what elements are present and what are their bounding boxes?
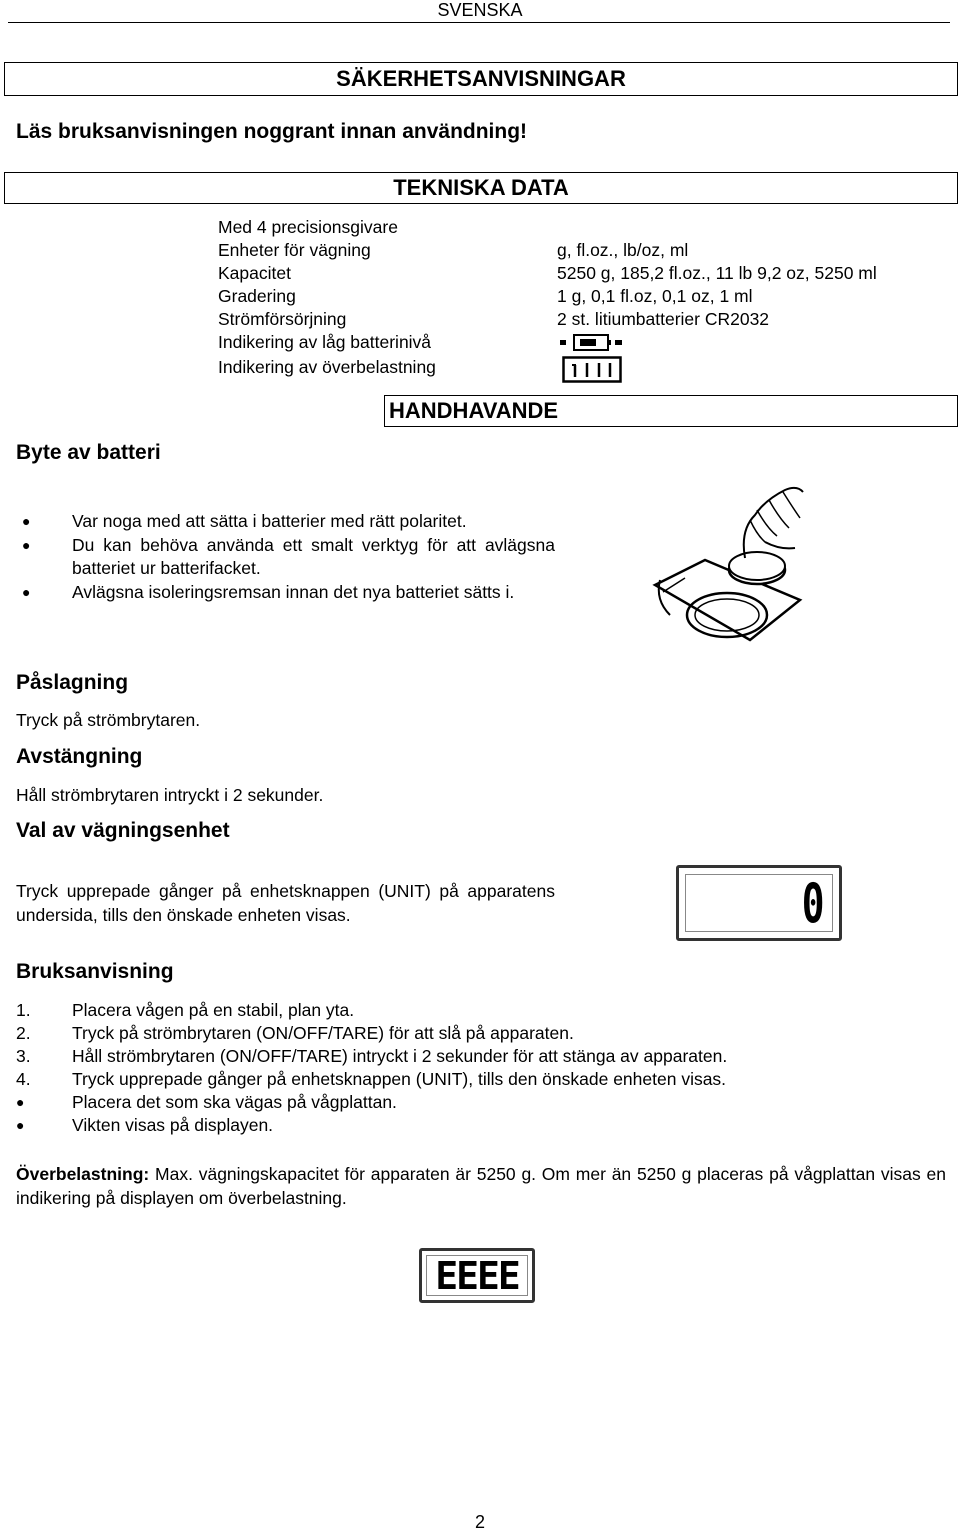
spec-value: 5250 g, 185,2 fl.oz., 11 lb 9,2 oz, 5250 ml xyxy=(557,263,877,283)
list-item: 3. Håll strömbrytaren (ON/OFF/TARE) intryckt i 2 sekunder för att stänga av apparaten. xyxy=(16,1046,728,1066)
bullet-icon: ● xyxy=(16,1117,25,1133)
lcd-overload-text: EEEE xyxy=(435,1254,519,1298)
handling-title-box xyxy=(384,395,958,427)
list-item: ● Du kan behöva använda ett smalt verktyg för att avlägsna batteriet ur batterifacket. xyxy=(22,534,555,581)
usage-steps xyxy=(16,999,946,1137)
spec-label: Indikering av låg batterinivå xyxy=(218,332,432,352)
page-number: 2 xyxy=(474,1512,485,1532)
battery-replacement-illustration xyxy=(645,480,805,655)
unit-text: Tryck upprepade gånger på enhetsknappen (UNIT) på apparatens undersida, tills den önskade enheten visas. xyxy=(16,881,555,925)
battery-bullet-list xyxy=(22,510,555,604)
list-item: ● Avlägsna isoleringsremsan innan det nya batteriet sätts i. xyxy=(22,581,555,605)
battery-heading: Byte av batteri xyxy=(16,441,161,464)
list-item: 1. Placera vågen på en stabil, plan yta. xyxy=(16,1000,355,1020)
spec-label: Enheter för vägning xyxy=(218,240,371,260)
spec-value: 1 g, 0,1 fl.oz, 0,1 oz, 1 ml xyxy=(557,286,753,306)
tech-title-box xyxy=(4,172,958,204)
power-on-text: Tryck på strömbrytaren. xyxy=(16,710,201,730)
spec-value: 2 st. litiumbatterier CR2032 xyxy=(557,309,770,329)
safety-title: SÄKERHETSANVISNINGAR xyxy=(336,66,626,91)
list-item: ● Placera det som ska vägas på vågplattan. xyxy=(16,1092,397,1112)
overload-paragraph xyxy=(16,1163,946,1210)
spec-value: g, fl.oz., lb/oz, ml xyxy=(557,240,689,260)
usage-heading: Bruksanvisning xyxy=(16,960,174,983)
unit-heading: Val av vägningsenhet xyxy=(16,819,230,842)
spec-label: Strömförsörjning xyxy=(218,309,347,329)
spec-label: Indikering av överbelastning xyxy=(218,357,436,377)
power-on-heading: Påslagning xyxy=(16,671,129,694)
tech-title: TEKNISKA DATA xyxy=(393,175,569,200)
spec-label: Med 4 precisionsgivare xyxy=(218,217,398,237)
overload-display-icon xyxy=(562,356,622,383)
bullet-icon: ● xyxy=(22,583,31,600)
list-item: 2. Tryck på strömbrytaren (ON/OFF/TARE) för att slå på apparaten. xyxy=(16,1023,574,1043)
language-header: SVENSKA xyxy=(437,0,523,20)
overload-lcd-display xyxy=(419,1248,535,1303)
power-off-text: Håll strömbrytaren intryckt i 2 sekunder. xyxy=(16,785,324,805)
list-item: ● Var noga med att sätta i batterier med rätt polaritet. xyxy=(22,510,555,534)
overload-label: Överbelastning: xyxy=(16,1164,150,1184)
safety-intro: Läs bruksanvisningen noggrant innan användning! xyxy=(16,120,528,143)
header-rule xyxy=(8,22,950,23)
power-off-heading: Avstängning xyxy=(16,745,143,768)
list-item: 4. Tryck upprepade gånger på enhetsknappen (UNIT), tills den önskade enheten visas. xyxy=(16,1069,727,1089)
handling-title: HANDHAVANDE xyxy=(389,398,559,423)
bullet-icon: ● xyxy=(22,536,31,553)
list-item: ● Vikten visas på displayen. xyxy=(16,1115,274,1135)
overload-text: Max. vägningskapacitet för apparaten är 5250 g. Om mer än 5250 g placeras på vågplattan visas en indikering på displayen om överbelastning. xyxy=(16,1164,946,1208)
bullet-icon: ● xyxy=(22,513,31,529)
unit-lcd-display xyxy=(676,865,842,941)
spec-label: Gradering xyxy=(218,286,296,306)
safety-title-box xyxy=(4,62,958,96)
spec-label: Kapacitet xyxy=(218,263,291,283)
lcd-digit: 0 xyxy=(802,872,825,935)
bullet-icon: ● xyxy=(16,1094,25,1110)
low-battery-icon xyxy=(560,334,622,352)
